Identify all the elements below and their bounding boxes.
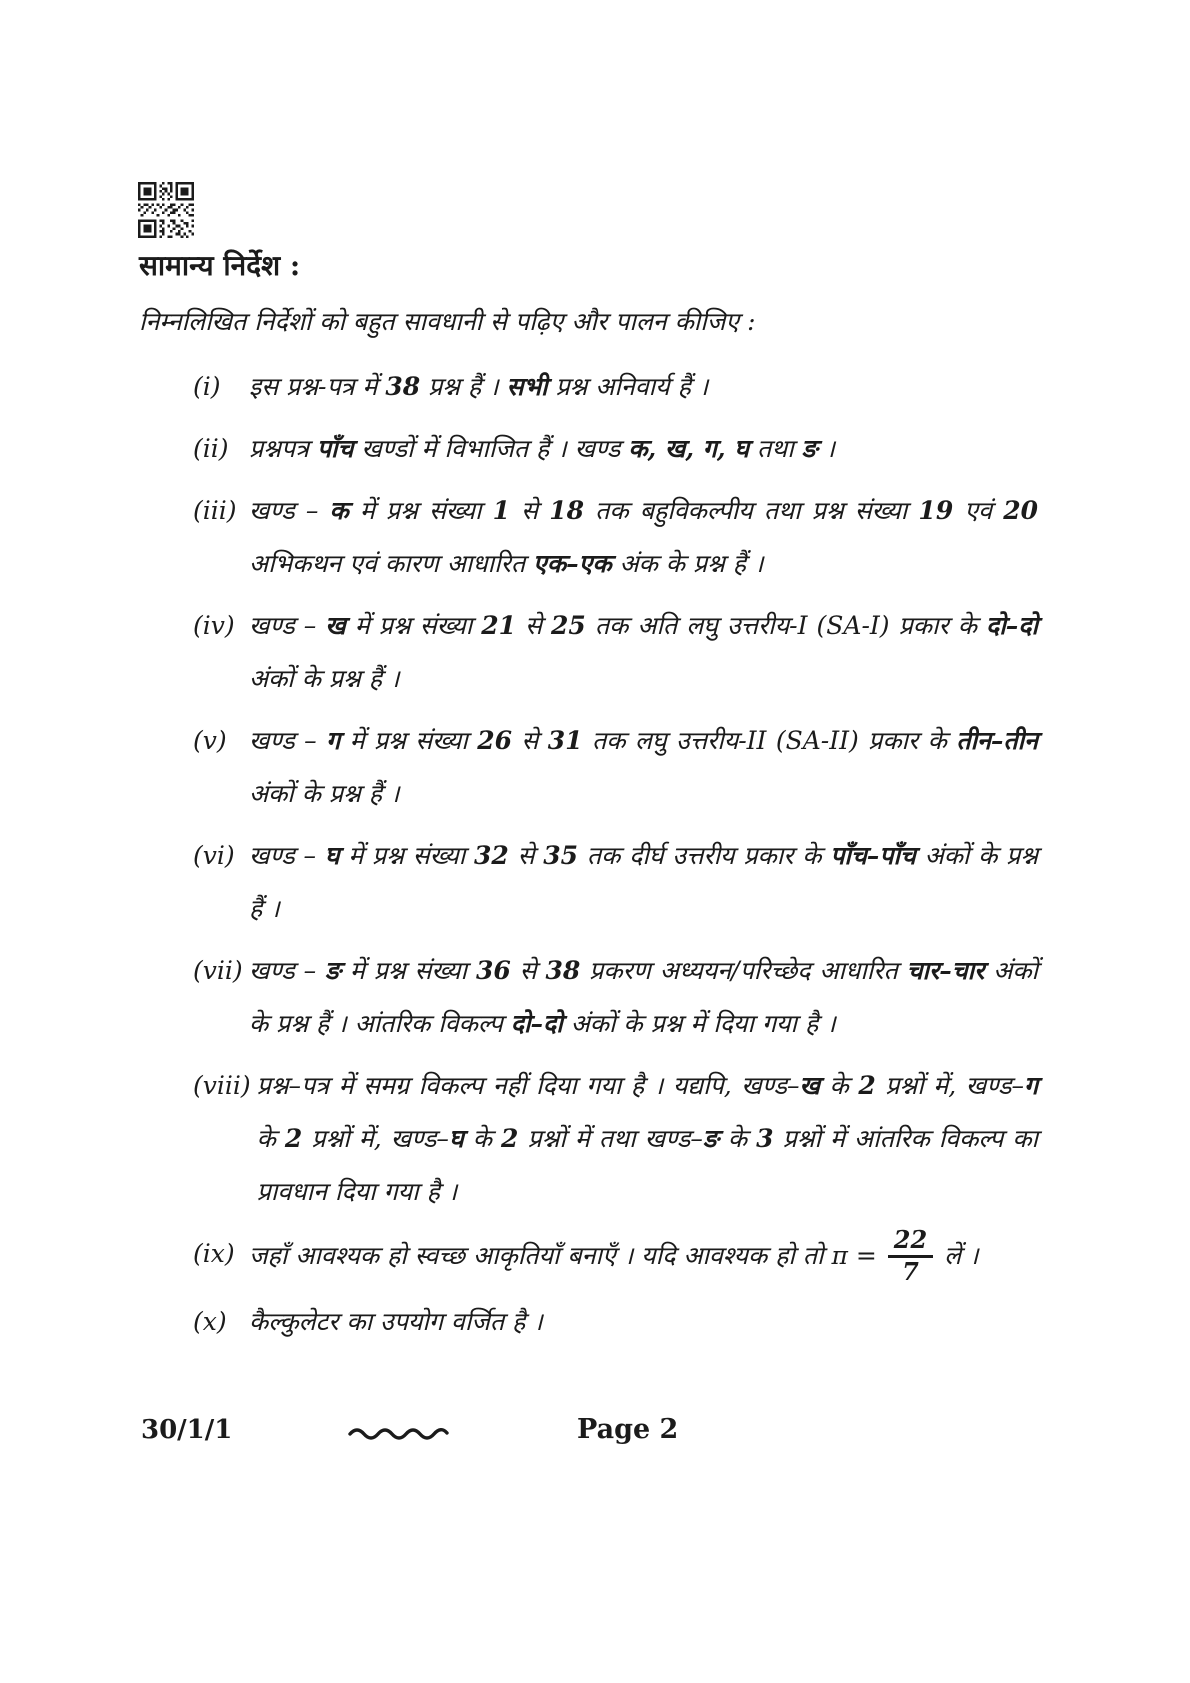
instruction-text: कैल्कुलेटर का उपयोग वर्जित है । (249, 1306, 543, 1336)
instructions-list (193, 360, 1038, 1357)
instruction-text: प्रश्नपत्र पाँच खण्डों में विभाजित हैं । खण्ड क, ख, ग, घ तथा ङ । (249, 434, 836, 463)
instruction-item-3 (193, 484, 1038, 590)
instruction-item-5 (193, 714, 1038, 820)
instruction-item-8 (193, 1059, 1038, 1218)
instruction-item-1 (193, 360, 1038, 413)
instruction-number: (x) (193, 1306, 227, 1336)
instruction-number: (i) (193, 372, 221, 401)
fraction: $\frac{22}{7}$ (885, 1227, 936, 1286)
instruction-item-9 (193, 1227, 1038, 1286)
instruction-text: खण्ड – ग में प्रश्न संख्या 26 से 31 तक लघु उत्तरीय-II (SA-II) प्रकार के तीन–तीन अंकों के प्रश्न हैं । (249, 726, 1039, 808)
intro-line: निम्नलिखित निर्देशों को बहुत सावधानी से पढ़िए और पालन कीजिए : (139, 307, 756, 336)
instruction-text: इस प्रश्न-पत्र में 38 प्रश्न हैं । सभी प्रश्न अनिवार्य हैं । (249, 372, 709, 401)
instruction-number: (iv) (193, 611, 235, 640)
instruction-number: (vii) (193, 956, 243, 985)
paper-code: 30/1/1 (141, 1415, 233, 1445)
instruction-item-7 (193, 944, 1038, 1050)
instruction-text: खण्ड – ङ में प्रश्न संख्या 36 से 38 प्रकरण अध्ययन/परिच्छेद आधारित चार–चार अंकों के प्रश्न हैं । आंतरिक विकल्प दो–दो अंकों के प्रश्न में दिया गया है । (249, 956, 1038, 1038)
instruction-text: खण्ड – क में प्रश्न संख्या 1 से 18 तक बहुविकल्पीय तथा प्रश्न संख्या 19 एवं 20 अभिकथन एवं कारण आधारित एक–एक अंक के प्रश्न हैं । (249, 496, 1039, 578)
instruction-item-4 (193, 599, 1038, 705)
instruction-item-2 (193, 422, 1038, 475)
instruction-item-10 (193, 1295, 1038, 1348)
page-number: Page 2 (577, 1414, 679, 1445)
instruction-text: खण्ड – ख में प्रश्न संख्या 21 से 25 तक अति लघु उत्तरीय-I (SA-I) प्रकार के दो–दो अंकों के प्रश्न हैं । (249, 611, 1038, 693)
instruction-number: (vi) (193, 841, 235, 870)
instruction-text: प्रश्न–पत्र में समग्र विकल्प नहीं दिया गया है । यद्यपि, खण्ड–ख के 2 प्रश्नों में, खण्ड–ग के 2 प्रश्नों में, खण्ड–घ के 2 प्रश्नों में तथा खण्ड–ङ के 3 प्रश्नों में आंतरिक विकल्प का प्रावधान दिया गया है । (256, 1071, 1039, 1206)
instruction-item-6 (193, 829, 1038, 935)
instruction-number: (viii) (193, 1071, 251, 1100)
instruction-number: (iii) (193, 496, 237, 525)
qr-code-icon (138, 182, 194, 238)
instruction-text: जहाँ आवश्यक हो स्वच्छ आकृतियाँ बनाएँ । यदि आवश्यक हो तो π = $\frac{22}{7}$ लें । (249, 1225, 979, 1286)
squiggle-wave-icon (347, 1424, 451, 1442)
instruction-number: (ix) (193, 1239, 235, 1268)
instruction-text: खण्ड – घ में प्रश्न संख्या 32 से 35 तक दीर्घ उत्तरीय प्रकार के पाँच–पाँच अंकों के प्रश्न हैं । (249, 841, 1039, 923)
instruction-number: (v) (193, 726, 227, 755)
instruction-number: (ii) (193, 434, 229, 463)
section-heading: सामान्य निर्देश : (139, 249, 301, 282)
